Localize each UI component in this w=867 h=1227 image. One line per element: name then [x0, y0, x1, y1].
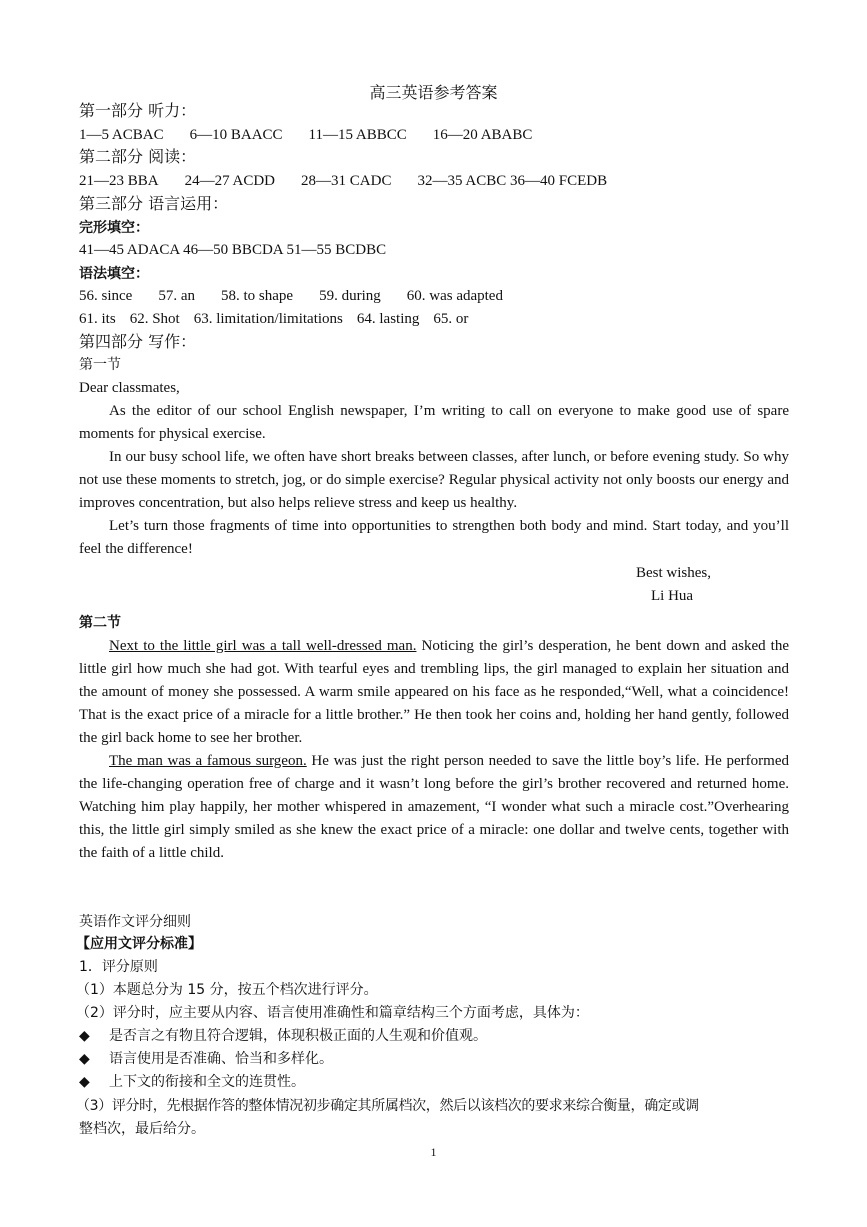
rubric-point: （2）评分时，应主要从内容、语言使用准确性和篇章结构三个方面考虑，具体为： — [76, 1005, 589, 1021]
part1-answers — [79, 125, 532, 145]
grammar-answers-row2 — [79, 309, 468, 329]
page-title: 高三英语参考答案 — [369, 83, 498, 102]
letter-paragraph: As the editor of our school English newspaper, I’m writing to call on everyone to make good use of spare moments for physical exercise. — [79, 403, 789, 442]
grammar-answer: 56. since — [79, 288, 133, 304]
part3-heading: 第三部分 语言运用： — [79, 194, 229, 213]
answer-group: 24—27 ACDD — [184, 173, 276, 189]
grammar-answer: 62. Shot — [129, 311, 180, 327]
rubric-subtitle: 【应用文评分标准】 — [76, 936, 202, 952]
part1-heading: 第一部分 听力： — [79, 101, 197, 120]
section2-heading: 第二节 — [79, 615, 121, 631]
answer-group: 21—23 BBA — [79, 173, 159, 189]
letter-signature: Li Hua — [651, 588, 694, 604]
story-body: Noticing the girl’s desperation, he bent down and asked the little girl how much she had got. With tearful eyes and trembling lips, the girl managed to explain her situation and the amount of money she possessed. A warm smile appeared on his face as he responded,“Well, what a coincidence! That is the exact price of a miracle for a little brother.” He then took her coins and, holding her hand gently, followed the girl back home to see her brother. — [79, 638, 789, 746]
answer-group: 16—20 ABABC — [432, 127, 533, 143]
letter-paragraph: In our busy school life, we often have short breaks between classes, after lunch, or before evening study. So why not use these moments to stretch, jog, or do simple exercise? Regular physical activity not only boosts our energy and improves concentration, but also helps relieve stress and keep us healthy. — [79, 449, 789, 511]
rubric-point: （1）本题总分为 15 分，按五个档次进行评分。 — [76, 982, 378, 998]
story-body: He was just the right person needed to save the little boy’s life. He performed the life-changing operation free of charge and it wasn’t long before the girl’s brother recovered and returned home. Watching him play happily, her mother whispered in amazement, “I wonder what such a miracle cost.”Overhearing this, the little girl simply smiled as she knew the exact price of a miracle: one dollar and twelve cents, together with the faith of a little child. — [79, 753, 789, 861]
grammar-answer: 65. or — [433, 311, 469, 327]
grammar-heading: 语法填空： — [79, 266, 149, 282]
cloze-answers: 41—45 ADACA 46—50 BBCDA 51—55 BCDBC — [79, 242, 387, 258]
answer-group: 11—15 ABBCC — [308, 127, 407, 143]
rubric-point-continued: 整档次，最后给分。 — [79, 1121, 205, 1137]
grammar-answer: 61. its — [79, 311, 116, 327]
rubric-bullet: ◆ 是否言之有物且符合逻辑，体现积极正面的人生观和价值观。 — [79, 1028, 487, 1044]
rubric-item: 1．评分原则 — [79, 959, 158, 975]
grammar-answer: 64. lasting — [356, 311, 420, 327]
diamond-bullet-icon: ◆ — [79, 1074, 90, 1090]
grammar-answer: 59. during — [319, 288, 381, 304]
story-lead-sentence: The man was a famous surgeon. — [109, 753, 307, 769]
grammar-answers-row1 — [79, 286, 503, 306]
part2-answers — [79, 171, 607, 191]
story-lead-sentence: Next to the little girl was a tall well-dressed man. — [109, 638, 417, 654]
story-paragraph — [79, 750, 789, 865]
letter-greeting: Dear classmates, — [79, 380, 180, 396]
part2-heading: 第二部分 阅读： — [79, 147, 197, 166]
letter-paragraph: Let’s turn those fragments of time into opportunities to strengthen both body and mind. Start today, and you’ll feel the difference! — [79, 518, 789, 557]
rubric-point: （3）评分时，先根据作答的整体情况初步确定其所属档次，然后以该档次的要求来综合衡量，确定或调 — [76, 1098, 699, 1114]
page-number: 1 — [430, 1145, 437, 1159]
grammar-answer: 60. was adapted — [406, 288, 503, 304]
grammar-answer: 58. to shape — [221, 288, 294, 304]
grammar-answer: 63. limitation/limitations — [193, 311, 343, 327]
cloze-heading: 完形填空： — [79, 220, 149, 236]
diamond-bullet-icon: ◆ — [79, 1028, 90, 1044]
section1-heading: 第一节 — [79, 357, 121, 373]
letter-closing: Best wishes, — [636, 565, 711, 581]
answer-group: 32—35 ACBC 36—40 FCEDB — [417, 173, 608, 189]
grammar-answer: 57. an — [158, 288, 195, 304]
answer-group: 1—5 ACBAC — [79, 127, 164, 143]
diamond-bullet-icon: ◆ — [79, 1051, 90, 1067]
answer-group: 6—10 BAACC — [189, 127, 283, 143]
part4-heading: 第四部分 写作： — [79, 332, 197, 351]
rubric-bullet: ◆ 上下文的衔接和全文的连贯性。 — [79, 1074, 305, 1090]
rubric-bullet: ◆ 语言使用是否准确、恰当和多样化。 — [79, 1051, 333, 1067]
rubric-title: 英语作文评分细则 — [79, 914, 191, 930]
answer-group: 28—31 CADC — [301, 173, 392, 189]
story-paragraph — [79, 635, 789, 750]
